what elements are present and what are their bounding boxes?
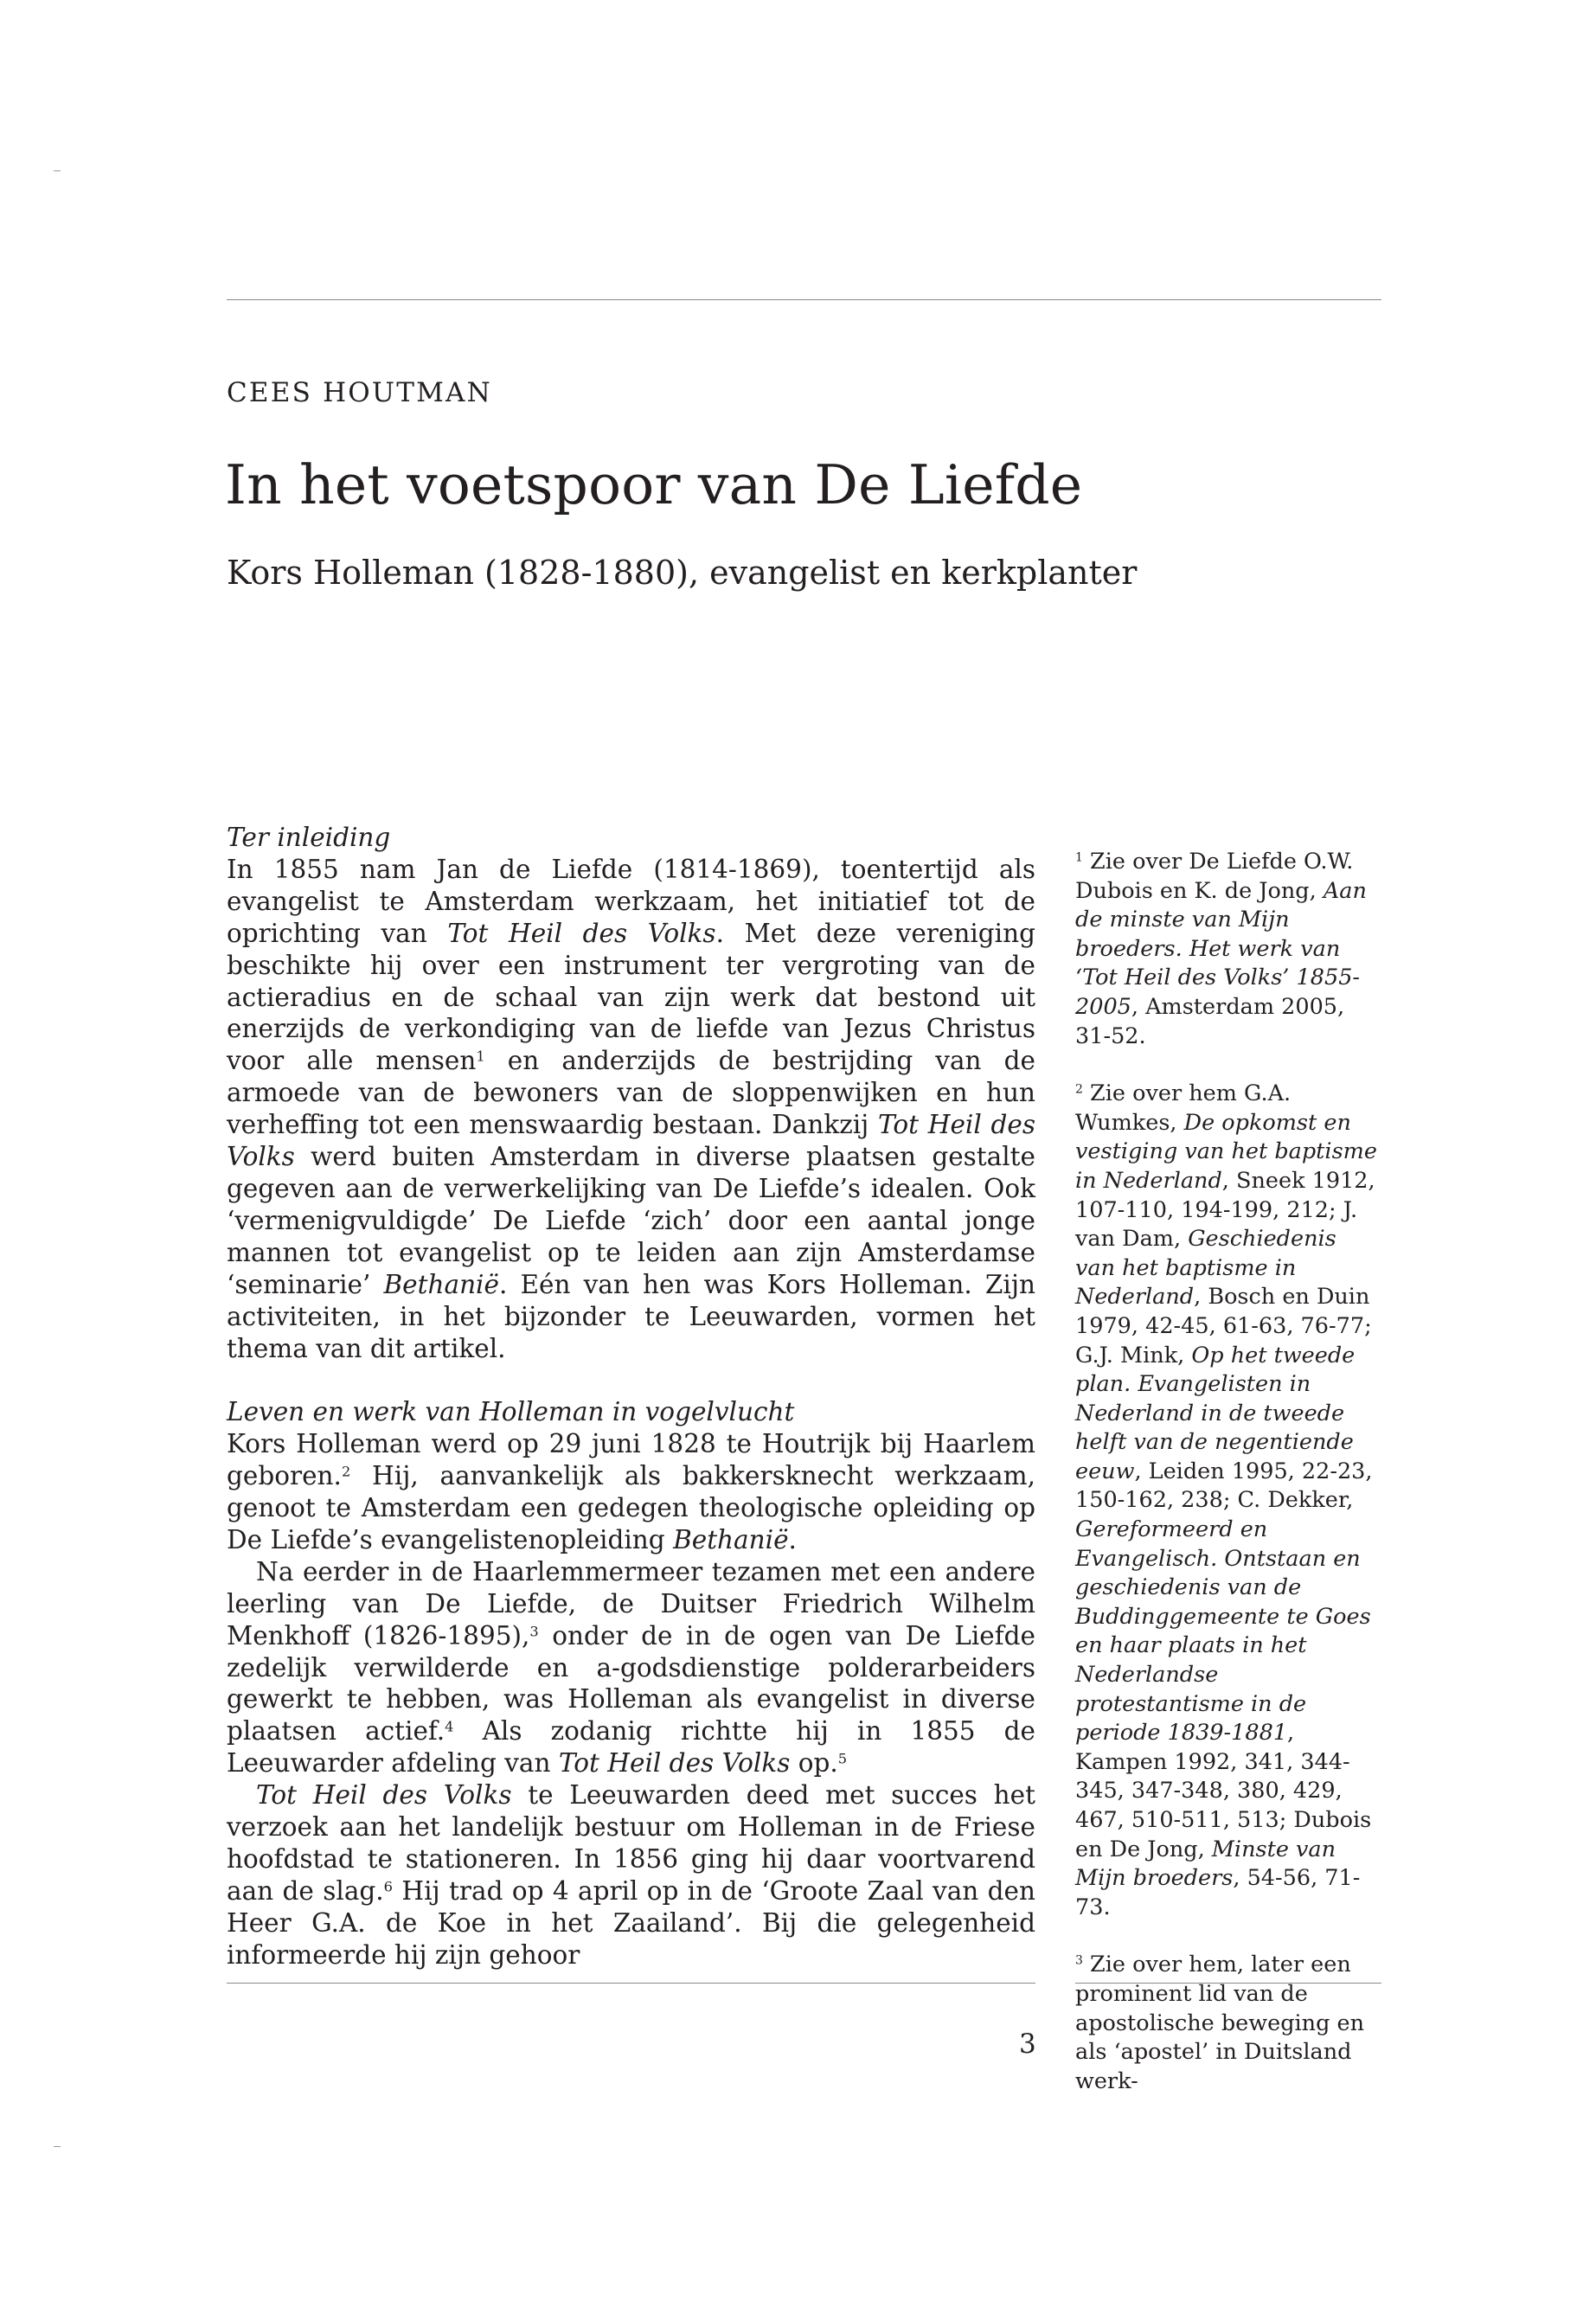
section-heading-leven-en-werk: Leven en werk van Holleman in vogelvlucht [227, 1397, 795, 1427]
text-run: en anderzijds de bestrijding van de armoede van de bewoners van de sloppenwijken en hun verheffing tot een menswaardig bestaan. Dankzij [227, 1046, 1035, 1140]
paragraph [227, 1556, 1035, 1779]
italic-title: Tot Heil des Volks [227, 1110, 1035, 1172]
italic-title: Bethanië [383, 1269, 499, 1299]
article-subtitle: Kors Holleman (1828-1880), evangelist en kerkplanter [227, 554, 1138, 592]
text-run: Zie over hem G.A. Wumkes, [1075, 1080, 1292, 1136]
italic-title: Bethanië [673, 1524, 789, 1554]
footnote-ref[interactable]: 6 [383, 1878, 393, 1895]
paragraph [227, 854, 1035, 1365]
text-run: Kors Holleman werd op 29 juni 1828 te Houtrijk bij Haarlem geboren. [227, 1429, 1035, 1491]
italic-title: Tot Heil des Volks [447, 918, 716, 948]
italic-title: Aan de minste van Mijn broeders. Het werk van ‘Tot Heil des Volks’ 1855-2005 [1075, 877, 1367, 1020]
article-title: In het voetspoor van De Liefde [225, 453, 1083, 516]
italic-title: Geschiedenis van het baptisme in Nederland [1075, 1226, 1336, 1311]
text-run: Na eerder in de Haarlemmermeer tezamen met een andere leerling van De Liefde, de Duitser Friedrich Wilhelm Menkhoff (1826-1895), [227, 1556, 1035, 1650]
text-run: In 1855 nam Jan de Liefde (1814-1869), toentertijd als evangelist te Amsterdam werkzaam, het initiatief tot de oprichting van [227, 854, 1035, 948]
author-name: CEES HOUTMAN [227, 377, 492, 408]
italic-title: Op het tweede plan. Evangelisten in Nederland in de tweede helft van de negentiende eeuw [1075, 1342, 1356, 1484]
text-run: , 54-56, 71-73. [1075, 1865, 1361, 1920]
footnote-1 [1075, 848, 1378, 1051]
text-run: , Bosch en Duin 1979, 42-45, 61-63, 76-77; G.J. Mink, [1075, 1284, 1372, 1368]
section-heading-inleiding: Ter inleiding [227, 823, 391, 852]
paragraph [227, 1779, 1035, 1971]
footnote-ref[interactable]: 2 [341, 1463, 351, 1480]
footnote-3 [1075, 1951, 1378, 2096]
text-run: Zie over De Liefde O.W. Dubois en K. de Jong, [1075, 849, 1354, 904]
italic-title: De opkomst en vestiging van het baptisme in Nederland [1075, 1109, 1377, 1194]
paragraph [227, 1428, 1035, 1556]
text-run: te Leeuwarden deed met succes het verzoek aan het landelijk bestuur om Holleman in de Friese hoofdstad te stationeren. In 1856 ging hij daar voortvarend aan de slag. [227, 1780, 1035, 1906]
footnote-number: 3 [1075, 1953, 1083, 1968]
top-rule [227, 299, 1381, 300]
footnotes-column [1075, 848, 1378, 2125]
text-run: . Met deze vereniging beschikte hij over een instrument ter vergroting van de actieradius en de schaal van zijn werk dat bestond uit enerzijds de verkondiging van de liefde van Jezus Christus voor alle mensen [227, 918, 1035, 1076]
footnote-ref[interactable]: 5 [837, 1750, 848, 1767]
italic-title: Tot Heil des Volks [558, 1748, 791, 1779]
crop-mark-top-left [54, 170, 61, 171]
text-run: Als zodanig richtte hij in 1855 de Leeuwarder afdeling van [227, 1716, 1035, 1779]
italic-title: Minste van Mijn broeders [1075, 1836, 1336, 1892]
body-column [227, 822, 1035, 1971]
footnote-number: 2 [1075, 1082, 1083, 1097]
footnote-number: 1 [1075, 850, 1083, 865]
text-run: , Amsterdam 2005, 31-52. [1075, 993, 1345, 1049]
footnote-ref[interactable]: 1 [476, 1048, 485, 1065]
italic-title: Gereformeerd en Evangelisch. Ontstaan en geschiedenis van de Buddinggemeente te Goes en haar plaats in het Nederlandse protestantisme in de periode 1839-1881 [1075, 1516, 1371, 1747]
text-run: Hij, aanvankelijk als bakkersknecht werkzaam, genoot te Amsterdam een gedegen theologische opleiding op De Liefde’s evangelistenopleiding [227, 1461, 1035, 1554]
text-run: Zie over hem, later een prominent lid van de apostolische beweging en als ‘apostel’ in Duitsland werk- [1075, 1952, 1365, 2094]
text-run: op. [790, 1748, 838, 1779]
italic-title: Tot Heil des Volks [256, 1780, 512, 1811]
text-run: . [788, 1524, 797, 1554]
page-number: 3 [1019, 2029, 1036, 2060]
text-run: , Leiden 1995, 22-23, 150-162, 238; C. Dekker, [1075, 1458, 1373, 1514]
footnote-ref[interactable]: 4 [445, 1718, 454, 1735]
text-run: werd buiten Amsterdam in diverse plaatsen gestalte gegeven aan de verwerkelijking van De Liefde’s idealen. Ook ‘vermenigvuldigde’ De Liefde ‘zich’ door een aantal jonge mannen tot evangelist op te leiden aan zijn Amsterdamse ‘seminarie’ [227, 1142, 1035, 1299]
text-run: . Eén van hen was Kors Holleman. Zijn activiteiten, in het bijzonder te Leeuwarden, vormen het thema van dit artikel. [227, 1269, 1036, 1363]
footnote-ref[interactable]: 3 [529, 1622, 539, 1639]
footnote-2 [1075, 1080, 1378, 1922]
text-run: onder de in de ogen van De Liefde zedelijk verwilderde en a-godsdienstige polderarbeiders gewerkt te hebben, was Holleman als evangelist in diverse plaatsen actief. [227, 1620, 1035, 1747]
text-run: , Kampen 1992, 341, 344-345, 347-348, 380, 429, 467, 510-511, 513; Dubois en De Jong, [1075, 1720, 1372, 1862]
crop-mark-bottom-left [54, 2146, 61, 2147]
text-run: , Sneek 1912, 107-110, 194-199, 212; J. van Dam, [1075, 1167, 1375, 1253]
text-run: Hij trad op 4 april op in de ‘Groote Zaal van den Heer G.A. de Koe in het Zaailand’. Bij die gelegenheid informeerde hij zijn gehoor [227, 1875, 1035, 1970]
body-bottom-rule [227, 1983, 1035, 1984]
